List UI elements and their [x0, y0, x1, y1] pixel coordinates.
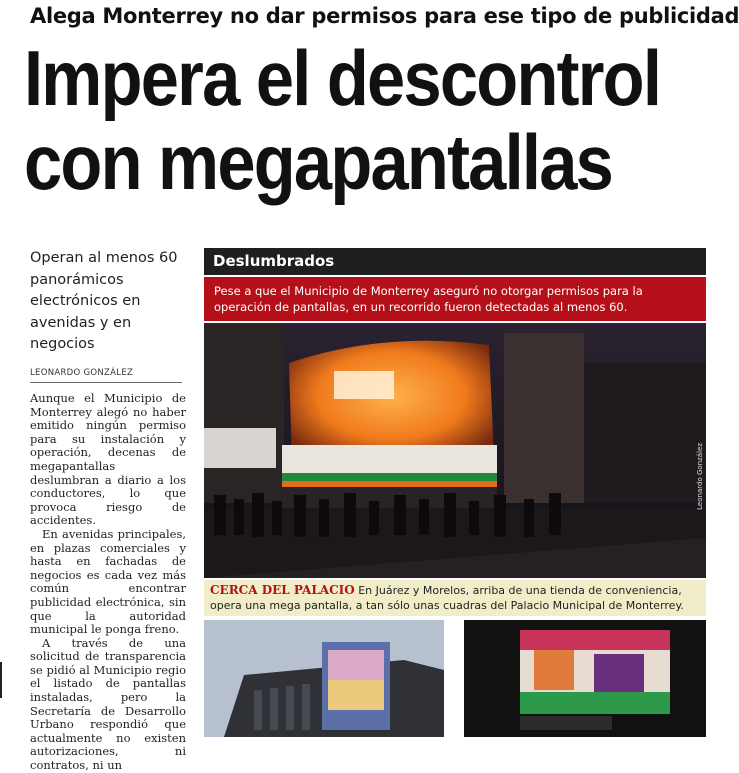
building-screen-illustration — [204, 620, 444, 737]
sidebar-box-title: Deslumbrados — [204, 248, 706, 275]
main-photo-megapantalla — [204, 323, 706, 578]
night-street-illustration — [204, 323, 706, 578]
secondary-photo-street-screen — [464, 620, 706, 737]
headline-line-2: con megapantallas — [24, 118, 613, 206]
street-screen-illustration — [464, 620, 706, 737]
photo-credit: Leonardo González — [696, 443, 704, 510]
sidebar-box-lead: Pese a que el Municipio de Monterrey aseguró no otorgar permisos para la operación de pantallas, en un recorrido fueron detectadas al menos 60. — [204, 277, 706, 321]
article-subhead: Operan al menos 60 panorámicos electrónicos en avenidas y en negocios — [30, 250, 178, 352]
caption-heading: CERCA DEL PALACIO — [210, 583, 355, 597]
body-paragraph-2: En avenidas principales, en plazas comerciales y hasta en fachadas de negocios es cada vez más común encontrar publicidad electrónica, sin que la autoridad municipal le ponga freno. — [30, 526, 186, 637]
article-headline — [24, 34, 661, 206]
headline-line-1: Impera el descontrol — [24, 34, 661, 122]
article-kicker: Alega Monterrey no dar permisos para ese tipo de publicidad — [30, 4, 739, 28]
article-byline: LEONARDO GONZÁLEZ — [30, 368, 182, 383]
margin-rule — [0, 662, 2, 698]
body-paragraph-1: Aunque el Municipio de Monterrey alegó no haber emitido ningún permiso para su instalación y operación, decenas de megapantallas deslumbran a diario a los conductores, lo que provoca riesgo de accidentes. — [30, 391, 186, 528]
caption-text: En Juárez y Morelos, arriba de una tienda de conveniencia, opera una mega pantalla, a tan sólo unas cuadras del Palacio Municipal de Monterrey. — [210, 584, 684, 612]
photo-caption — [204, 580, 706, 616]
article-body — [30, 391, 186, 773]
secondary-photo-building — [204, 620, 444, 737]
body-paragraph-3: A través de una solicitud de transparencia se pidió al Municipio regio el listado de pantallas instaladas, pero la Secretaría de Desarrollo Urbano respondió que actualmente no existen autorizaciones, ni contratos, ni un — [30, 635, 186, 773]
